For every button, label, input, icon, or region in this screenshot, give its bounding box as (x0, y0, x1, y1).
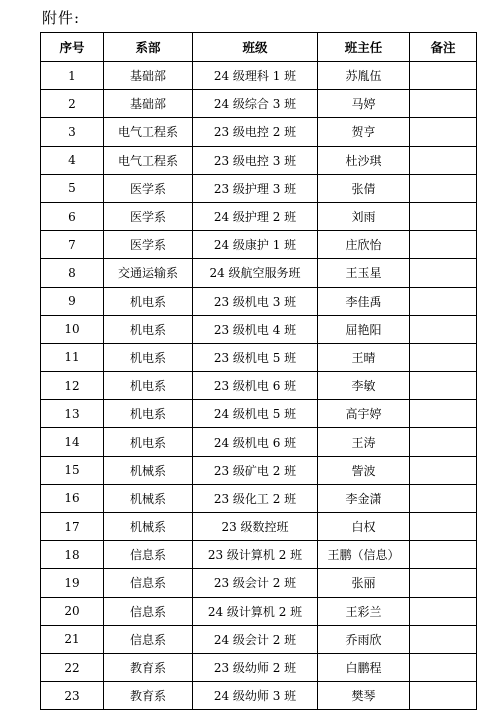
cell-dept: 机械系 (104, 484, 193, 512)
cell-class: 23 级机电 4 班 (193, 315, 318, 343)
table-row (41, 569, 477, 597)
cell-no: 21 (41, 625, 104, 653)
cell-no: 11 (41, 343, 104, 371)
cell-no: 16 (41, 484, 104, 512)
cell-no: 4 (41, 146, 104, 174)
cell-note (410, 90, 477, 118)
table-row (41, 343, 477, 371)
cell-class: 24 级幼师 3 班 (193, 682, 318, 710)
cell-teacher: 王玉星 (318, 259, 410, 287)
table-row (41, 62, 477, 90)
cell-note (410, 513, 477, 541)
table-row (41, 541, 477, 569)
cell-class: 24 级计算机 2 班 (193, 597, 318, 625)
cell-note (410, 343, 477, 371)
table-row (41, 682, 477, 710)
cell-class: 23 级机电 5 班 (193, 343, 318, 371)
cell-teacher: 王彩兰 (318, 597, 410, 625)
table-row (41, 653, 477, 681)
cell-class: 24 级会计 2 班 (193, 625, 318, 653)
cell-teacher: 王晴 (318, 343, 410, 371)
cell-class: 23 级幼师 2 班 (193, 653, 318, 681)
cell-teacher: 高宇婷 (318, 400, 410, 428)
table-row (41, 259, 477, 287)
cell-dept: 信息系 (104, 597, 193, 625)
cell-class: 24 级理科 1 班 (193, 62, 318, 90)
cell-note (410, 541, 477, 569)
cell-note (410, 372, 477, 400)
cell-dept: 机械系 (104, 456, 193, 484)
table-row (41, 513, 477, 541)
cell-teacher: 贺亨 (318, 118, 410, 146)
cell-note (410, 682, 477, 710)
cell-class: 24 级机电 6 班 (193, 428, 318, 456)
cell-teacher: 张倩 (318, 174, 410, 202)
cell-dept: 信息系 (104, 625, 193, 653)
table-row (41, 625, 477, 653)
cell-class: 23 级化工 2 班 (193, 484, 318, 512)
cell-note (410, 315, 477, 343)
cell-class: 23 级机电 6 班 (193, 372, 318, 400)
cell-teacher: 李敏 (318, 372, 410, 400)
cell-class: 23 级机电 3 班 (193, 287, 318, 315)
table-row (41, 146, 477, 174)
cell-teacher: 樊琴 (318, 682, 410, 710)
cell-dept: 基础部 (104, 62, 193, 90)
cell-teacher: 白鹏程 (318, 653, 410, 681)
header-no: 序号 (41, 33, 104, 62)
cell-class: 24 级康护 1 班 (193, 231, 318, 259)
cell-dept: 医学系 (104, 202, 193, 230)
cell-dept: 信息系 (104, 569, 193, 597)
cell-no: 9 (41, 287, 104, 315)
cell-teacher: 马婷 (318, 90, 410, 118)
cell-no: 8 (41, 259, 104, 287)
table-row (41, 231, 477, 259)
cell-class: 23 级会计 2 班 (193, 569, 318, 597)
cell-note (410, 202, 477, 230)
cell-dept: 医学系 (104, 231, 193, 259)
cell-note (410, 174, 477, 202)
cell-dept: 机电系 (104, 315, 193, 343)
cell-no: 22 (41, 653, 104, 681)
table-row (41, 174, 477, 202)
table-row (41, 118, 477, 146)
table-row (41, 484, 477, 512)
cell-no: 13 (41, 400, 104, 428)
table-row (41, 90, 477, 118)
cell-dept: 机械系 (104, 513, 193, 541)
cell-dept: 医学系 (104, 174, 193, 202)
roster-table (40, 32, 477, 710)
cell-teacher: 白权 (318, 513, 410, 541)
cell-class: 24 级护理 2 班 (193, 202, 318, 230)
table-row (41, 428, 477, 456)
table-row (41, 202, 477, 230)
cell-no: 7 (41, 231, 104, 259)
cell-no: 23 (41, 682, 104, 710)
table-body (41, 62, 477, 710)
cell-no: 5 (41, 174, 104, 202)
cell-teacher: 杜沙琪 (318, 146, 410, 174)
cell-no: 15 (41, 456, 104, 484)
cell-teacher: 李金潇 (318, 484, 410, 512)
cell-class: 24 级机电 5 班 (193, 400, 318, 428)
cell-note (410, 146, 477, 174)
cell-dept: 教育系 (104, 653, 193, 681)
cell-note (410, 400, 477, 428)
table-row (41, 372, 477, 400)
cell-note (410, 287, 477, 315)
header-dept: 系部 (104, 33, 193, 62)
cell-note (410, 597, 477, 625)
cell-class: 23 级数控班 (193, 513, 318, 541)
cell-note (410, 428, 477, 456)
header-teacher: 班主任 (318, 33, 410, 62)
cell-teacher: 苏胤伍 (318, 62, 410, 90)
cell-class: 24 级航空服务班 (193, 259, 318, 287)
cell-dept: 机电系 (104, 400, 193, 428)
table-header (41, 33, 477, 62)
cell-no: 10 (41, 315, 104, 343)
cell-class: 23 级矿电 2 班 (193, 456, 318, 484)
table-row (41, 456, 477, 484)
cell-note (410, 259, 477, 287)
header-row (41, 33, 477, 62)
table-row (41, 597, 477, 625)
cell-teacher: 王涛 (318, 428, 410, 456)
cell-no: 2 (41, 90, 104, 118)
cell-dept: 基础部 (104, 90, 193, 118)
header-class: 班级 (193, 33, 318, 62)
cell-no: 12 (41, 372, 104, 400)
cell-no: 18 (41, 541, 104, 569)
cell-note (410, 231, 477, 259)
cell-dept: 机电系 (104, 343, 193, 371)
table-row (41, 400, 477, 428)
cell-class: 24 级综合 3 班 (193, 90, 318, 118)
cell-no: 20 (41, 597, 104, 625)
cell-teacher: 王鹏（信息） (318, 541, 410, 569)
cell-note (410, 62, 477, 90)
cell-dept: 电气工程系 (104, 146, 193, 174)
table-row (41, 315, 477, 343)
cell-note (410, 456, 477, 484)
cell-no: 3 (41, 118, 104, 146)
cell-dept: 交通运输系 (104, 259, 193, 287)
cell-teacher: 訾波 (318, 456, 410, 484)
cell-teacher: 李佳禹 (318, 287, 410, 315)
cell-teacher: 刘雨 (318, 202, 410, 230)
cell-note (410, 625, 477, 653)
cell-dept: 机电系 (104, 372, 193, 400)
cell-note (410, 118, 477, 146)
cell-dept: 信息系 (104, 541, 193, 569)
cell-no: 6 (41, 202, 104, 230)
cell-class: 23 级计算机 2 班 (193, 541, 318, 569)
cell-dept: 教育系 (104, 682, 193, 710)
cell-class: 23 级护理 3 班 (193, 174, 318, 202)
cell-dept: 机电系 (104, 428, 193, 456)
cell-no: 19 (41, 569, 104, 597)
cell-note (410, 653, 477, 681)
header-note: 备注 (410, 33, 477, 62)
cell-no: 14 (41, 428, 104, 456)
cell-no: 1 (41, 62, 104, 90)
cell-no: 17 (41, 513, 104, 541)
cell-teacher: 张丽 (318, 569, 410, 597)
cell-teacher: 庄欣怡 (318, 231, 410, 259)
cell-teacher: 屈艳阳 (318, 315, 410, 343)
cell-class: 23 级电控 2 班 (193, 118, 318, 146)
table-row (41, 287, 477, 315)
cell-note (410, 569, 477, 597)
cell-class: 23 级电控 3 班 (193, 146, 318, 174)
cell-dept: 电气工程系 (104, 118, 193, 146)
attachment-label: 附件: (42, 9, 81, 27)
cell-dept: 机电系 (104, 287, 193, 315)
cell-note (410, 484, 477, 512)
cell-teacher: 乔雨欣 (318, 625, 410, 653)
